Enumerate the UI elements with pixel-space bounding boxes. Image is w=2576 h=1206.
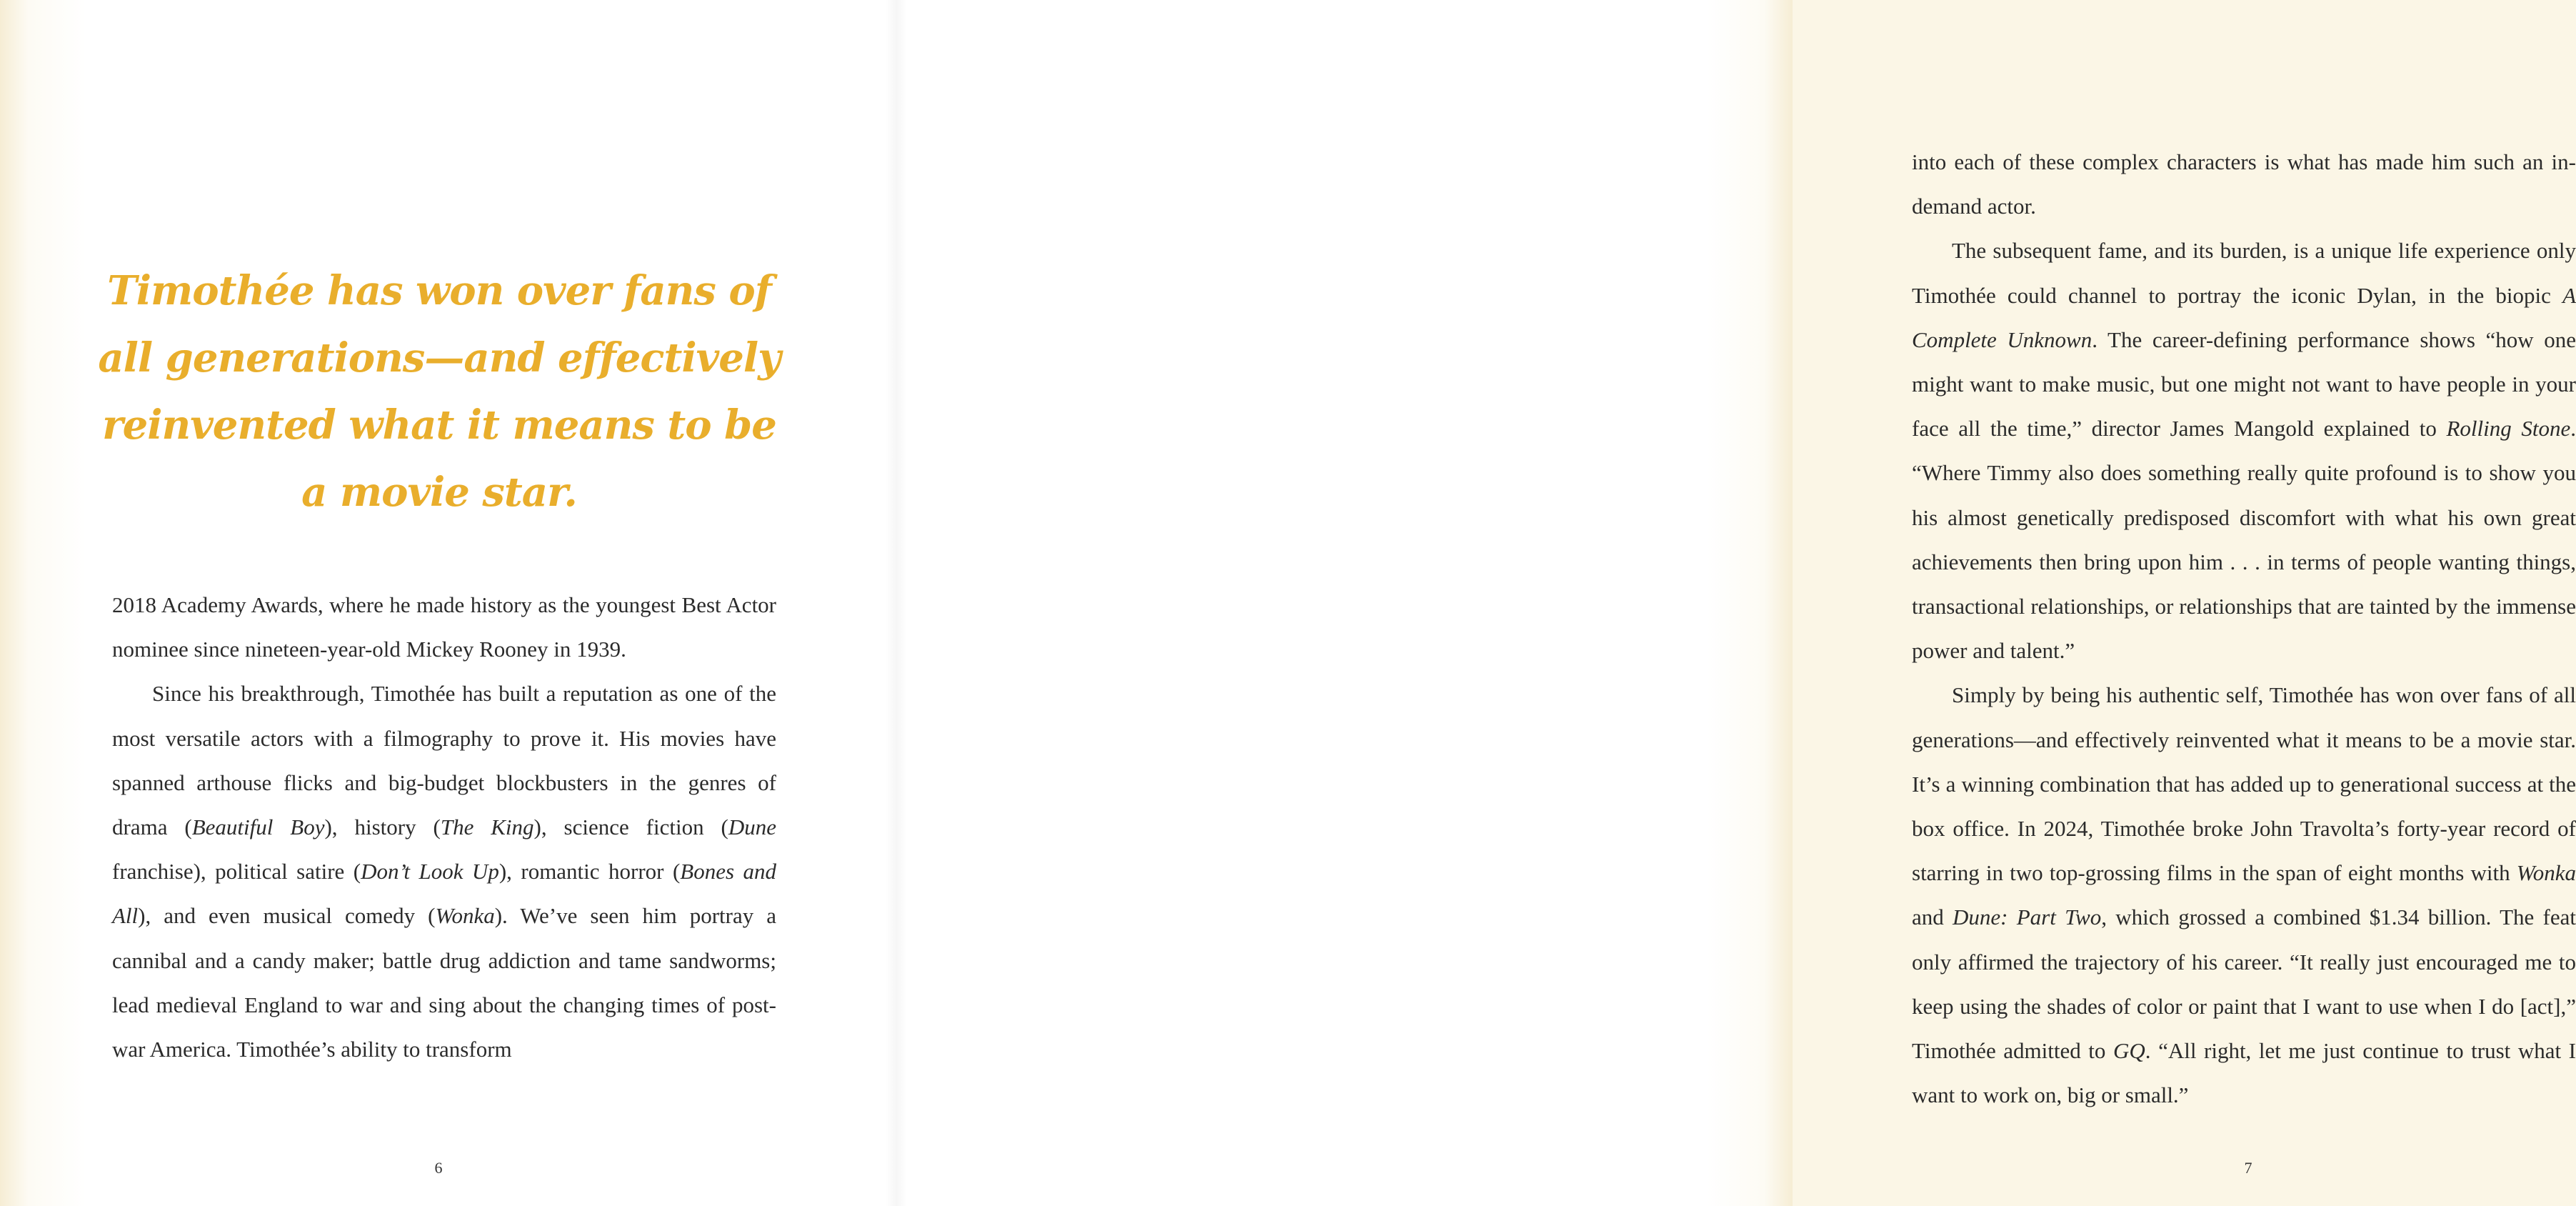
italic-title: A Complete Unknown [1912, 282, 2576, 352]
text-run: The subsequent fame, and its burden, is a unique life experience only Timothée could channel to portray the iconic Dylan, in the biopic [1912, 238, 2576, 308]
text-run: , which grossed a combined $1.34 billion. The feat only affirmed the trajectory of his career. “It really just encouraged me to keep using the shades of color or paint that I want to use when I do [act],” Timothée admitted to [1912, 904, 2576, 1064]
italic-title: Dune: Part Two [1953, 904, 2102, 930]
italic-title: Dune [728, 814, 776, 840]
text-run: ). We’ve seen him portray a cannibal and a candy maker; battle drug addiction and tame sandworms; lead medieval England to war and sing about the changing times of post-war America. Timothée’s ability to transform [112, 903, 776, 1062]
italic-title: Don’t Look Up [361, 859, 499, 884]
left-page [0, 0, 896, 1206]
text-run: 2018 Academy Awards, where he made history as the youngest Best Actor nominee since nineteen-year-old Mickey Rooney in 1939. [112, 592, 776, 662]
right-body-text [1912, 140, 2576, 1117]
text-run: ), science fiction ( [533, 814, 728, 840]
paragraph [1912, 229, 2576, 673]
text-run: Simply by being his authentic self, Timothée has won over fans of all generations—and effectively reinvented what it means to be a movie star. It’s a winning combination that has added up to generational success at the box office. In 2024, Timothée broke John Travolta’s forty-year record of starring in two top-grossing films in the span of eight months with [1912, 682, 2576, 886]
text-run: . The career-defining performance shows “how one might want to make music, but one might not want to have people in your face all the time,” director James Mangold explained to [1912, 327, 2576, 442]
text-run: . “Where Timmy also does something really quite profound is to show you his almost genetically predisposed discomfort with what his own great achievements then bring upon him . . . in terms of people wanting things, transactional relationships, or relationships that are tainted by the immense power and talent.” [1912, 416, 2576, 664]
text-run: franchise), political satire ( [112, 859, 361, 884]
italic-title: Beautiful Boy [191, 814, 325, 840]
left-body-text [112, 583, 776, 1072]
italic-title: Wonka [2516, 860, 2576, 886]
text-run: ), and even musical comedy ( [138, 903, 436, 929]
paragraph [112, 672, 776, 1072]
text-run: ), romantic horror ( [498, 859, 681, 884]
text-run: Since his breakthrough, Timothée has built a reputation as one of the most versatile actors with a filmography to prove it. His movies have spanned arthouse flicks and big-budget blockbusters in the genres of drama ( [112, 681, 776, 840]
page-number-left: 6 [434, 1159, 443, 1177]
italic-title: Bones and All [112, 859, 777, 929]
text-run: ), history ( [324, 814, 441, 840]
italic-title: Rolling Stone [2446, 416, 2571, 442]
text-run: . “All right, let me just continue to trust what I want to work on, big or small.” [1912, 1038, 2576, 1108]
page-number-right: 7 [2244, 1159, 2252, 1177]
italic-title: Wonka [435, 903, 495, 929]
text-run: and [1912, 904, 1953, 930]
pull-quote: Timothée has won over fans of all generations—and effectively reinvented what it means to be a movie star. [98, 267, 781, 516]
paragraph [112, 583, 776, 672]
text-run: into each of these complex characters is what has made him such an in-demand actor. [1912, 149, 2576, 219]
italic-title: The King [440, 814, 534, 840]
paragraph [1912, 673, 2576, 1117]
paragraph [1912, 140, 2576, 229]
right-page [896, 0, 2576, 1206]
italic-title: GQ [2113, 1038, 2145, 1064]
